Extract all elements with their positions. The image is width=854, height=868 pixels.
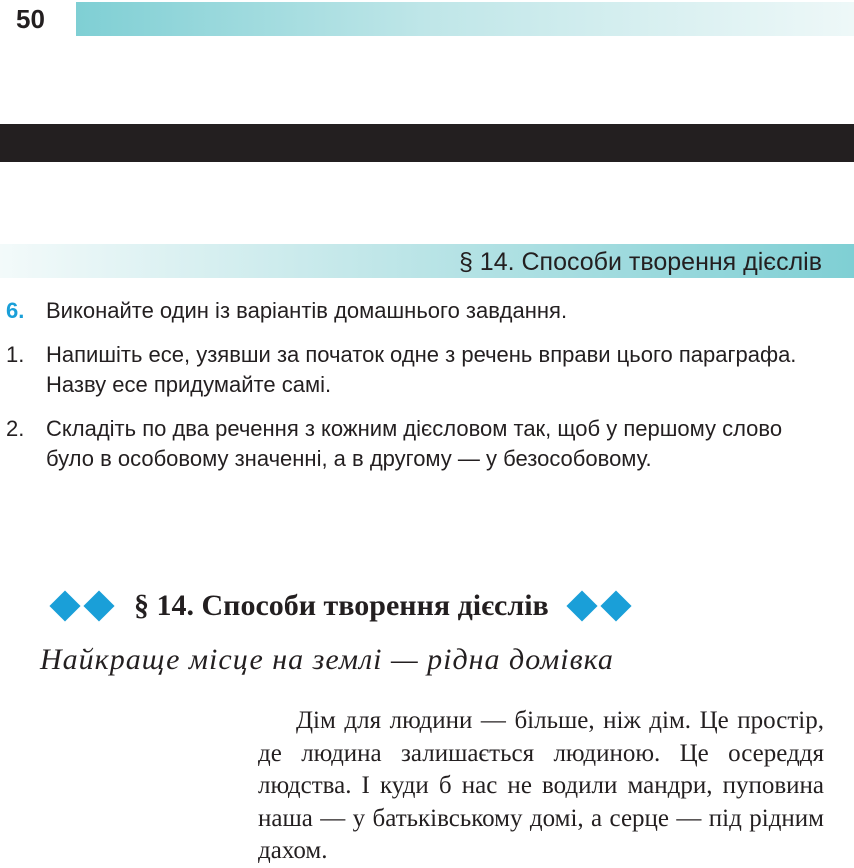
diamond-ornament-right-icon xyxy=(565,595,633,617)
section-subtitle: Найкраще місце на землі — рідна домівка xyxy=(40,643,614,676)
exercise-option-1 xyxy=(6,340,836,400)
option-marker: 1. xyxy=(6,342,25,367)
exercise-number: 6. xyxy=(6,298,25,323)
option-text: Складіть по два речення з кожним дієсловом так, щоб у першому слово було в особовому значенні, а в другому — у безособовому. xyxy=(46,416,783,471)
section-heading xyxy=(48,586,633,626)
option-marker: 2. xyxy=(6,416,25,441)
exercise-block xyxy=(6,296,836,474)
section-heading-text: § 14. Способи творення дієслів xyxy=(134,589,549,622)
section-header-title: § 14. Способи творення дієслів xyxy=(458,248,822,276)
page-number: 50 xyxy=(16,4,45,34)
black-divider-band xyxy=(0,124,854,162)
epigraph-paragraph: Дім для людини — більше, ніж дім. Це простір, де людина залишається людиною. Це осереддя людства. І куди б нас не водили мандри, пуповина наша — у батьківському домі, а серце — під рідним дахом. xyxy=(258,707,824,864)
option-text: Напишіть есе, узявши за початок одне з речень вправи цього параграфа. Назву есе придумайте самі. xyxy=(46,342,797,397)
section-header-bar xyxy=(0,244,854,278)
header-color-bar xyxy=(76,2,854,36)
exercise-instruction xyxy=(6,296,836,326)
diamond-ornament-left-icon xyxy=(48,595,116,617)
exercise-option-2 xyxy=(6,414,836,474)
exercise-instruction-text: Виконайте один із варіантів домашнього завдання. xyxy=(46,298,568,323)
